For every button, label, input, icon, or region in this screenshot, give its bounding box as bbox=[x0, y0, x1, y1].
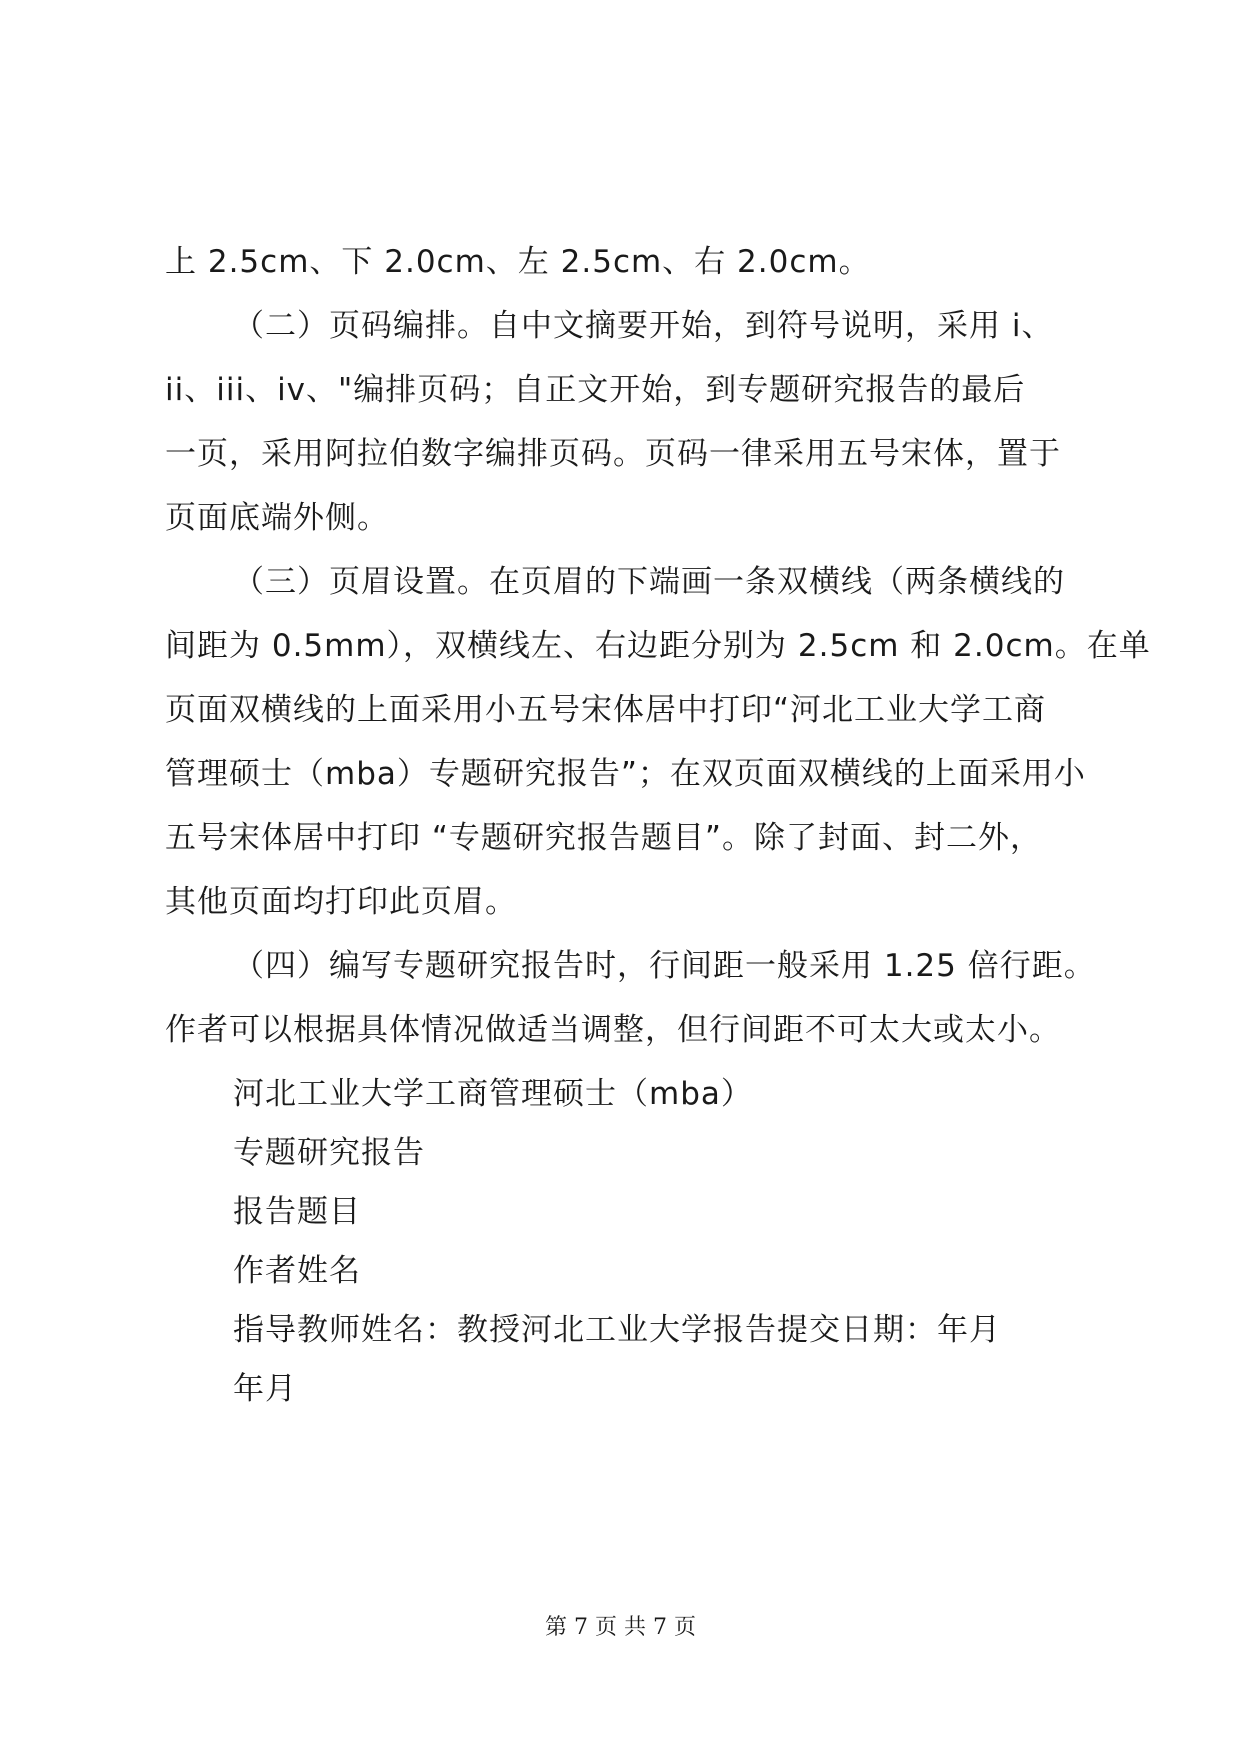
text-line-line-spacing-2: 作者可以根据具体情况做适当调整，但行间距不可太大或太小。 bbox=[165, 1012, 1061, 1048]
text-line-header-setup-5: 五号宋体居中打印 “专题研究报告题目”。除了封面、封二外， bbox=[165, 820, 1042, 856]
cover-author-name: 作者姓名 bbox=[233, 1253, 361, 1289]
text-line-page-numbering-2: ii、iii、iv、"编排页码；自正文开始，到专题研究报告的最后 bbox=[165, 372, 1026, 408]
cover-report-title: 报告题目 bbox=[233, 1194, 361, 1230]
text-line-line-spacing-1: （四）编写专题研究报告时，行间距一般采用 1.25 倍行距。 bbox=[233, 948, 1096, 984]
text-line-header-setup-2: 间距为 0.5mm），双横线左、右边距分别为 2.5cm 和 2.0cm。在单 bbox=[165, 628, 1151, 664]
text-line-page-numbering-1: （二）页码编排。自中文摘要开始，到符号说明，采用 i、 bbox=[233, 308, 1054, 344]
text-line-header-setup-3: 页面双横线的上面采用小五号宋体居中打印“河北工业大学工商 bbox=[165, 692, 1047, 728]
text-line-margins: 上 2.5cm、下 2.0cm、左 2.5cm、右 2.0cm。 bbox=[165, 244, 871, 280]
text-line-header-setup-6: 其他页面均打印此页眉。 bbox=[165, 884, 517, 920]
cover-advisor-and-date: 指导教师姓名：教授河北工业大学报告提交日期：年月 bbox=[233, 1312, 1001, 1348]
cover-university-title: 河北工业大学工商管理硕士（mba） bbox=[233, 1076, 753, 1112]
cover-year-month: 年月 bbox=[233, 1371, 297, 1407]
cover-report-type: 专题研究报告 bbox=[233, 1135, 425, 1171]
text-line-page-numbering-3: 一页，采用阿拉伯数字编排页码。页码一律采用五号宋体，置于 bbox=[165, 436, 1061, 472]
document-body bbox=[165, 230, 1151, 1416]
text-line-header-setup-4: 管理硕士（mba）专题研究报告”；在双页面双横线的上面采用小 bbox=[165, 756, 1086, 792]
page-footer: 第 7 页 共 7 页 bbox=[545, 1615, 696, 1640]
text-line-header-setup-1: （三）页眉设置。在页眉的下端画一条双横线（两条横线的 bbox=[233, 564, 1065, 600]
text-line-page-numbering-4: 页面底端外侧。 bbox=[165, 500, 389, 536]
